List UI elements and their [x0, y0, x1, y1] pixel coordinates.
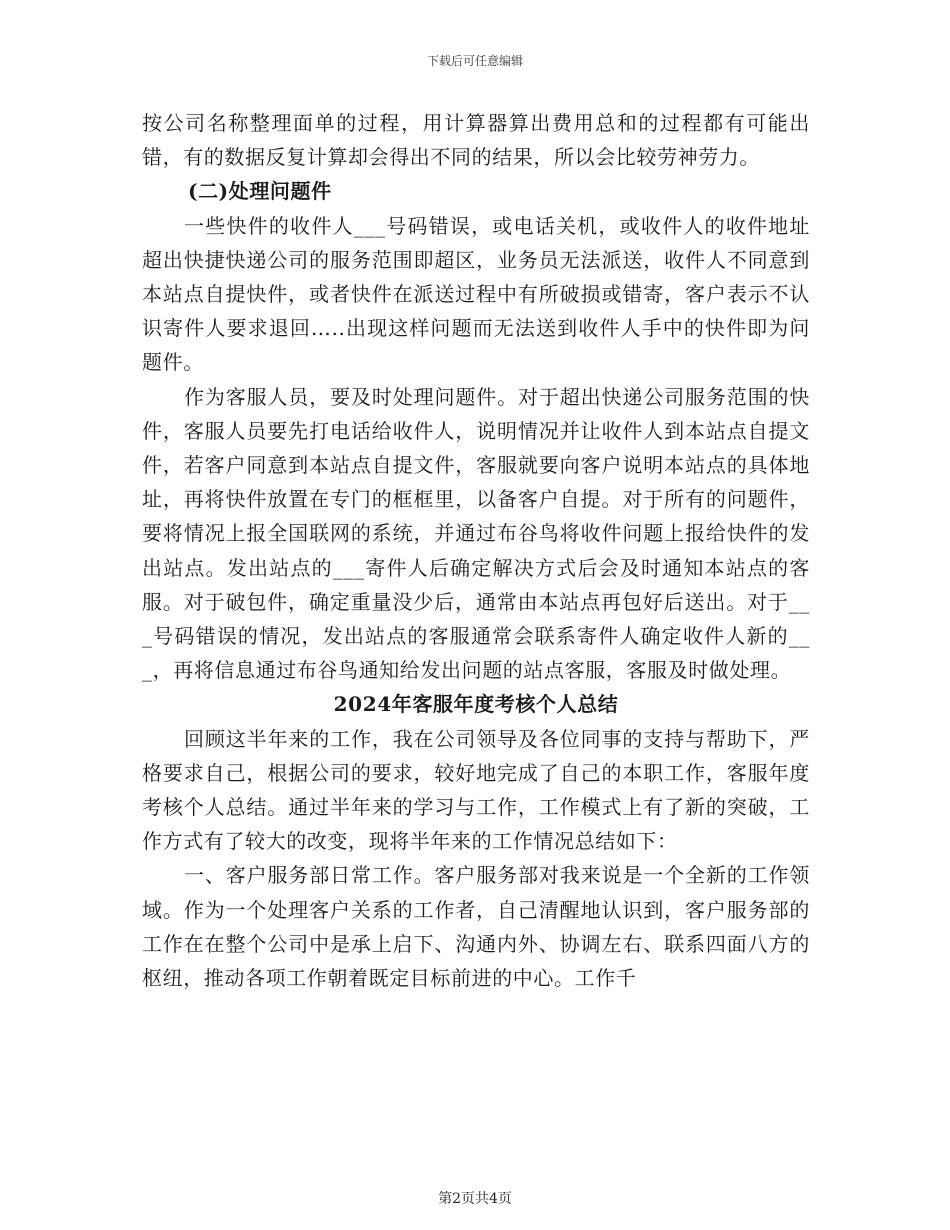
document-title: 2024年客服年度考核个人总结: [333, 692, 619, 717]
page-number: 第2页共4页: [438, 1191, 512, 1207]
paragraph-daily-work: 一、客户服务部日常工作。客户服务部对我来说是一个全新的工作领域。作为一个处理客户关系的工作者，自己清醒地认识到，客户服务部的工作在在整个公司中是承上启下、沟通内外、协调左右、联系四面八方的枢纽，推动各项工作朝着既定目标前进的中心。工作千: [142, 863, 810, 991]
paragraph-problem-handling: 作为客服人员，要及时处理问题件。对于超出快递公司服务范围的快件，客服人员要先打电话给收件人，说明情况并让收件人到本站点自提文件，若客户同意到本站点自提文件，客服就要向客户说明本站点的具体地址，再将快件放置在专门的框框里，以备客户自提。对于所有的问题件，要将情况上报全国联网的系统，并通过布谷鸟将收件问题上报给快件的发出站点。发出站点的___寄件人后确定解决方式后会及时通知本站点的客服。对于破包件，确定重量没少后，通常由本站点再包好后送出。对于___号码错误的情况，发出站点的客服通常会联系寄件人确定收件人新的___，再将信息通过布谷鸟通知给发出问题的站点客服，客服及时做处理。: [142, 384, 810, 683]
page-header-note: 下载后可任意编辑: [426, 54, 523, 68]
section-heading-problem-items: (二)处理问题件: [188, 179, 332, 204]
paragraph-intro: 按公司名称整理面单的过程，用计算器算出费用总和的过程都有可能出错，有的数据反复计算却会得出不同的结果，所以会比较劳神劳力。: [142, 111, 810, 170]
paragraph-review: 回顾这半年来的工作，我在公司领导及各位同事的支持与帮助下，严格要求自己，根据公司的要求，较好地完成了自己的本职工作，客服年度考核个人总结。通过半年来的学习与工作，工作模式上有了新的突破，工作方式有了较大的改变，现将半年来的工作情况总结如下：: [142, 726, 810, 854]
paragraph-problem-definition: 一些快件的收件人___号码错误，或电话关机，或收件人的收件地址超出快捷快递公司的服务范围即超区，业务员无法派送，收件人不同意到本站点自提快件，或者快件在派送过程中有所破损或错寄，客户表示不认识寄件人要求退回…..出现这样问题而无法送到收件人手中的快件即为问题件。: [142, 213, 810, 375]
document-body: [142, 106, 810, 995]
